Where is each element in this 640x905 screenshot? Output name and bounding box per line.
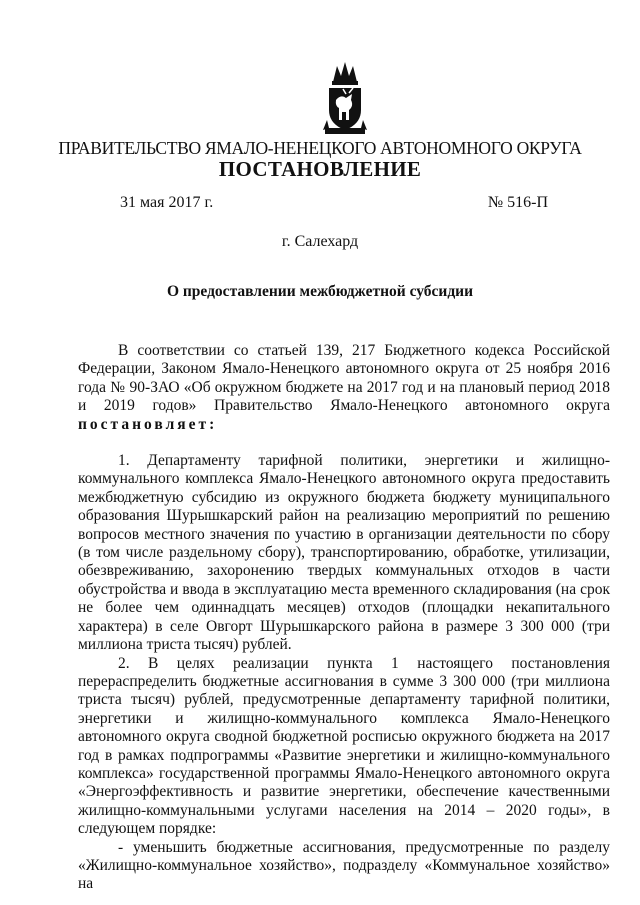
document-subject: О предоставлении межбюджетной субсидии [166, 283, 474, 300]
document-city: г. Салехард [281, 233, 359, 250]
preamble-paragraph [78, 342, 610, 434]
document-type: ПОСТАНОВЛЕНИЕ [218, 157, 422, 181]
item-1-paragraph: 1. Департаменту тарифной политики, энергетики и жилищно-коммунального комплекса Ямало-Ненецкого автономного округа предоставить межбюджетную субсидию из окружного бюджета бюджету муниципального образования Шурышкарский район на реализацию мероприятий по решению вопросов местного значения по участию в организации деятельности по сбору (в том числе раздельному сбору), транспортированию, обработке, утилизации, обезвреживанию, захоронению твердых коммунальных отходов в части обустройства и ввода в эксплуатацию места временного складирования (на срок не более чем одиннадцать месяцев) отходов (площадки некапитального характера) в селе Овгорт Шурышкарского района в размере 3 300 000 (три миллиона триста тысяч) рублей. [78, 452, 610, 654]
document-body [78, 342, 610, 894]
document-date: 31 мая 2017 г. [120, 194, 214, 211]
item-2-dash-paragraph: - уменьшить бюджетные ассигнования, предусмотренные по разделу «Жилищно-коммунальное хозяйство», подразделу «Коммунальное хозяйство» на [78, 838, 610, 893]
item-2-paragraph: 2. В целях реализации пункта 1 настоящего постановления перераспределить бюджетные ассигнования в сумме 3 300 000 (три миллиона триста тысяч) рублей, предусмотренные департаменту тарифной политики, энергетики и жилищно-коммунального комплекса Ямало-Ненецкого автономного округа сводной бюджетной росписью окружного бюджета на 2017 год в рамках подпрограммы «Развитие энергетики и жилищно-коммунального комплекса» государственной программы Ямало-Ненецкого автономного округа «Энергоэффективность и развитие энергетики, обеспечение качественными жилищно-коммунальными услугами населения на 2014 – 2020 годы», в следующем порядке: [78, 654, 610, 838]
coat-of-arms-icon [321, 60, 369, 136]
organization-name: ПРАВИТЕЛЬСТВО ЯМАЛО-НЕНЕЦКОГО АВТОНОМНОГО ОКРУГА [58, 138, 582, 158]
preamble-text: В соответствии со статьей 139, 217 Бюджетного кодекса Российской Федерации, Законом Ямало-Ненецкого автономного округа от 25 ноября 2016 года № 90-ЗАО «Об окружном бюджете на 2017 год и на плановый период 2018 и 2019 годов» Правительство Ямало-Ненецкого автономного округа [78, 342, 610, 415]
document-number: № 516-П [487, 194, 548, 211]
resolve-word: постановляет: [78, 415, 218, 433]
